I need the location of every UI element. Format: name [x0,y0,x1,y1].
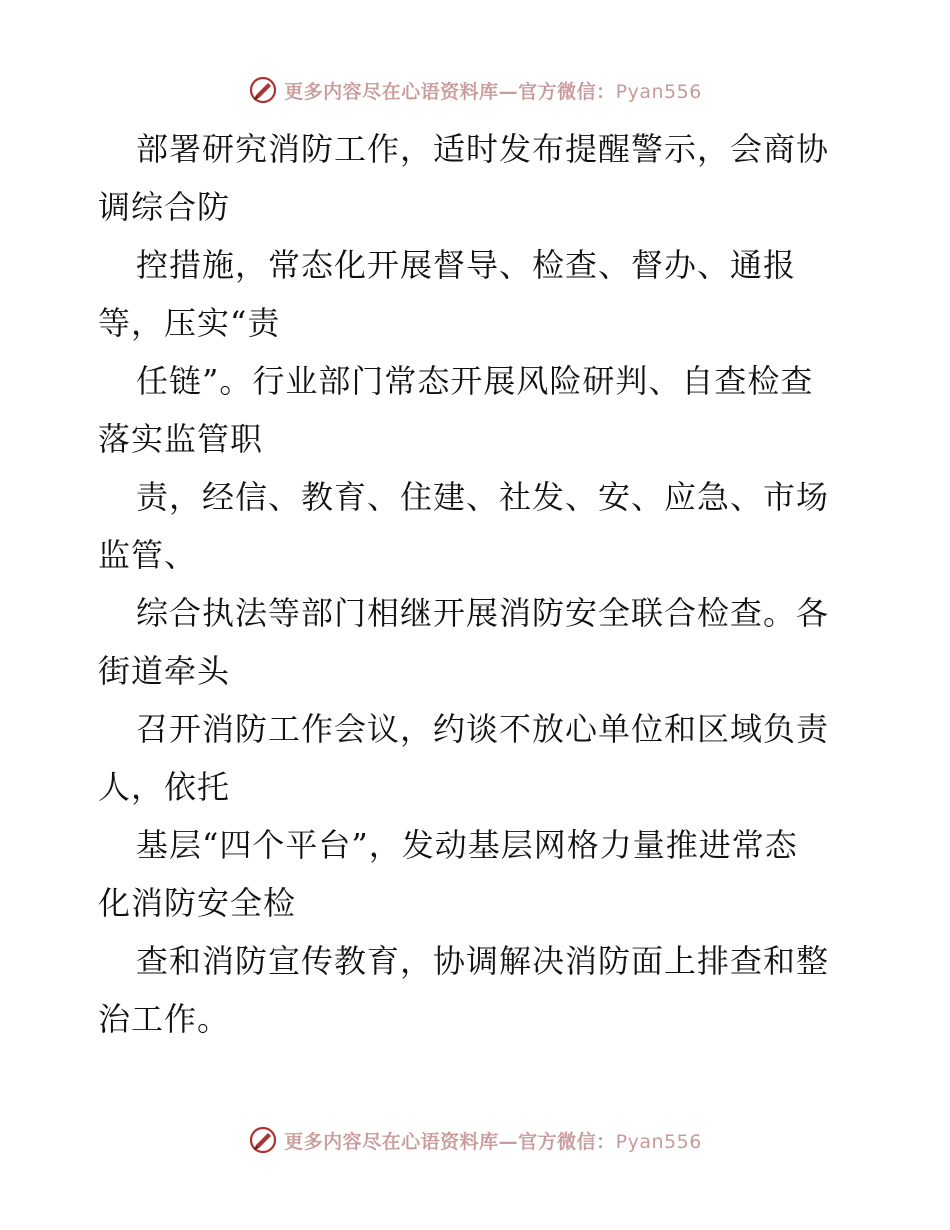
paragraph-line-4: 责，经信、教育、住建、社发、安、应急、市场 监管、 [98,478,830,574]
paragraph-line-3: 任链”。行业部门常态开展风险研判、自查检查 落实监管职 [98,362,814,458]
watermark-text: 更多内容尽在心语资料库—官方微信：Pyan556 [284,1130,702,1153]
paragraph-line-2: 控措施，常态化开展督导、检查、督办、通报 等，压实“责 [98,246,797,342]
watermark-text: 更多内容尽在心语资料库—官方微信：Pyan556 [284,80,702,103]
pen-logo-icon [248,75,278,105]
footer-watermark [0,1122,950,1158]
document-body [98,120,858,1048]
wechat-id: Pyan556 [615,80,702,103]
pen-logo-icon [248,1125,278,1155]
paragraph-line-8: 查和消防宣传教育，协调解决消防面上排查和整 治工作。 [98,942,830,1038]
paragraph-line-7: 基层“四个平台”，发动基层网格力量推进常态 化消防安全检 [98,826,798,922]
header-watermark [0,72,950,108]
paragraph-line-1: 部署研究消防工作，适时发布提醒警示，会商协 调综合防 [98,130,830,226]
paragraph-line-6: 召开消防工作会议，约谈不放心单位和区域负责 人，依托 [98,710,830,806]
wechat-id: Pyan556 [615,1130,702,1153]
paragraph-line-5: 综合执法等部门相继开展消防安全联合检查。各 街道牵头 [98,594,830,690]
